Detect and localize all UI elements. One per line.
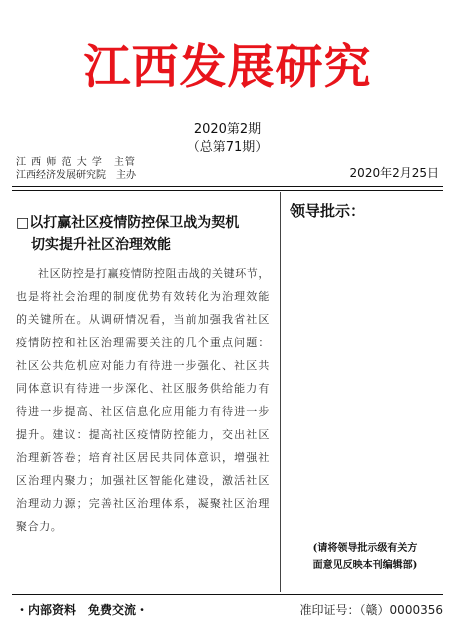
sponsor-supervisor: 江 西 师 范 大 学 主管	[16, 157, 136, 168]
column-divider	[280, 192, 281, 592]
header-rule-thin	[12, 190, 443, 191]
issue-total: （总第71期）	[186, 140, 269, 155]
feedback-note	[290, 540, 440, 574]
footer-internal-notice: ・内部资料 免费交流・	[16, 603, 149, 617]
header-rule	[12, 186, 443, 187]
feedback-note-line2: 面意见反映本刊编辑部)	[312, 560, 418, 571]
article-body: 社区防控是打赢疫情防控阻击战的关键环节，也是将社会治理的制度优势有效转化为治理效能的关键所在。从调研情况看，当前加强我省社区疫情防控和社区治理需要关注的几个重点问题：社区公共危机应对能力有待进一步强化、社区共同体意识有待进一步深化、社区服务供给能力有待进一步提高、社区信息化应用能力有待进一步提升。建议：提高社区疫情防控能力，交出社区治理新答卷；培育社区居民共同体意识，增强社区治理内聚力；加强社区智能化建设，激活社区治理动力源；完善社区治理体系，凝聚社区治理聚合力。	[16, 267, 270, 533]
article-title	[16, 212, 271, 256]
masthead-title: 江西发展研究	[83, 40, 372, 95]
sponsor-organizer: 江西经济发展研究院 主办	[16, 170, 136, 181]
publish-date: 2020年2月25日	[349, 166, 439, 180]
leader-instructions-label: 领导批示：	[290, 202, 366, 220]
feedback-note-line1: (请将领导批示级有关方	[312, 543, 418, 554]
article-title-line2: 切实提升社区治理效能	[31, 237, 171, 253]
issue-number: 2020第2期	[193, 122, 262, 137]
footer-rule	[12, 594, 443, 595]
article-title-line1: □以打赢社区疫情防控保卫战为契机	[16, 215, 240, 231]
footer-permit-number: 准印证号：（赣）0000356	[299, 603, 443, 617]
